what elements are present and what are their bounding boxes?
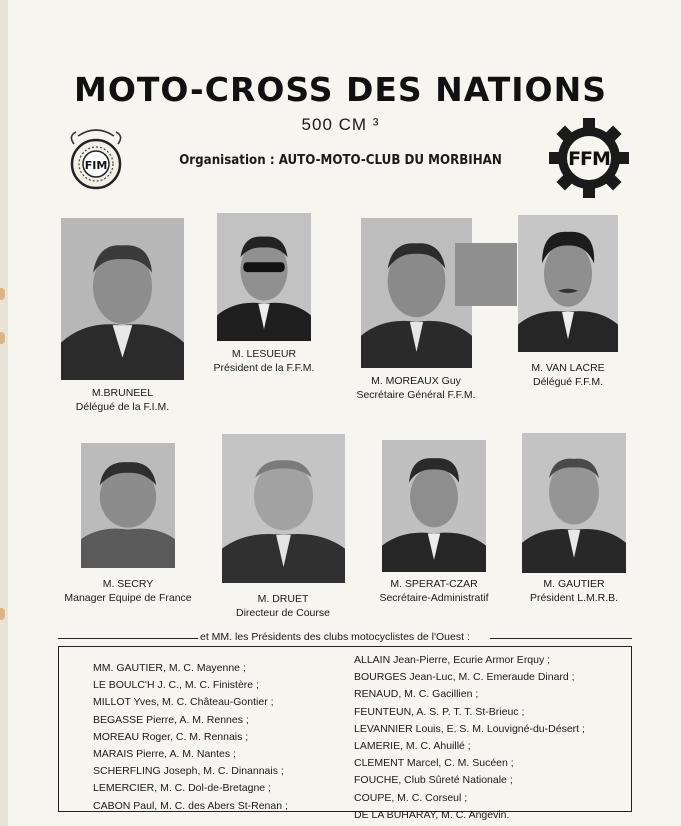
binding-hole <box>0 608 5 620</box>
clubs-list-right <box>354 652 585 824</box>
portrait-gautier <box>522 433 626 573</box>
organisation-line: Organisation : AUTO-MOTO-CLUB DU MORBIHAN <box>179 152 502 168</box>
caption-druet <box>218 592 348 620</box>
caption-moreaux <box>340 374 492 402</box>
club-entry: MOREAU Roger, C. M. Rennais ; <box>93 730 249 743</box>
club-entry: FEUNTEUN, A. S. P. T. T. St-Brieuc ; <box>354 705 525 718</box>
portrait-druet <box>222 434 345 583</box>
clubs-box <box>58 646 632 821</box>
caption-bruneel <box>61 386 184 414</box>
caption-secry <box>58 577 198 605</box>
ffm-logo <box>549 118 629 198</box>
club-entry: LEMERCIER, M. C. Dol-de-Bretagne ; <box>93 782 271 795</box>
portrait-van-lacre <box>518 215 618 352</box>
fim-logo <box>66 126 126 192</box>
divider-left <box>58 638 198 639</box>
club-entry: MILLOT Yves, M. C. Château-Gontier ; <box>93 696 274 709</box>
club-entry: COUPE, M. C. Corseul ; <box>354 791 468 804</box>
club-entry: RENAUD, M. C. Gacillien ; <box>354 688 479 701</box>
club-entry: LAMERIE, M. C. Ahuillé ; <box>354 739 471 752</box>
caption-gautier <box>510 577 638 605</box>
clubs-intro: et MM. les Présidents des clubs motocyclistes de l'Ouest : <box>200 631 470 643</box>
official-name: M. SPERAT-CZAR <box>390 578 478 590</box>
page-subtitle: 500 CM ³ <box>301 115 380 134</box>
official-role: Président de la F.F.M. <box>213 362 315 374</box>
caption-van-lacre <box>510 361 626 389</box>
club-entry: FOUCHE, Club Sûreté Nationale ; <box>354 774 513 787</box>
official-name: M. LESUEUR <box>231 348 297 360</box>
official-role: Président L.M.R.B. <box>529 592 619 604</box>
page-title: MOTO-CROSS DES NATIONS <box>73 70 607 109</box>
caption-lesueur <box>194 347 334 375</box>
club-entry: LE BOULC'H J. C., M. C. Finistère ; <box>93 679 259 692</box>
binding-hole <box>0 288 5 300</box>
official-name: M. DRUET <box>257 593 309 605</box>
official-name: M. MOREAUX Guy <box>371 375 461 387</box>
club-entry: MM. GAUTIER, M. C. Mayenne ; <box>93 662 246 674</box>
official-role: Secrétaire Général F.F.M. <box>356 389 476 401</box>
official-name: M. VAN LACRE <box>531 362 605 374</box>
club-entry: CABON Paul, M. C. des Abers St-Renan ; <box>93 799 288 812</box>
caption-sperat-czar <box>364 577 504 605</box>
grey-overlay-patch <box>455 243 517 306</box>
portrait-bruneel <box>61 218 184 380</box>
club-entry: LEVANNIER Louis, E. S. M. Louvigné-du-Désert ; <box>354 722 585 735</box>
club-entry: MARAIS Pierre, A. M. Nantes ; <box>93 747 236 760</box>
club-entry: DE LA BUHARAY, M. C. Angevin. <box>354 808 510 821</box>
club-entry: BOURGES Jean-Luc, M. C. Emeraude Dinard ; <box>354 671 575 684</box>
club-entry: CLEMENT Marcel, C. M. Sucéen ; <box>354 757 514 770</box>
ffm-logo-text: FFM <box>568 148 610 170</box>
official-name: M. GAUTIER <box>543 578 605 590</box>
official-role: Directeur de Course <box>236 607 330 619</box>
club-entry: SCHERFLING Joseph, M. C. Dinannais ; <box>93 765 284 778</box>
portrait-sperat-czar <box>382 440 486 572</box>
clubs-list-left <box>93 660 288 815</box>
official-role: Délégué F.F.M. <box>532 376 604 388</box>
club-entry: BEGASSE Pierre, A. M. Rennes ; <box>93 713 249 726</box>
official-role: Secrétaire-Administratif <box>379 592 489 604</box>
official-role: Délégué de la F.I.M. <box>75 401 170 413</box>
portrait-secry <box>81 443 175 568</box>
club-entry: ALLAIN Jean-Pierre, Ecurie Armor Erquy ; <box>354 654 551 666</box>
fim-logo-text: FIM <box>84 159 108 172</box>
portrait-lesueur <box>217 213 311 341</box>
official-name: M. SECRY <box>102 578 154 590</box>
official-name: M.BRUNEEL <box>91 387 154 399</box>
divider-right <box>490 638 632 639</box>
binding-hole <box>0 332 5 344</box>
official-role: Manager Equipe de France <box>64 592 192 604</box>
